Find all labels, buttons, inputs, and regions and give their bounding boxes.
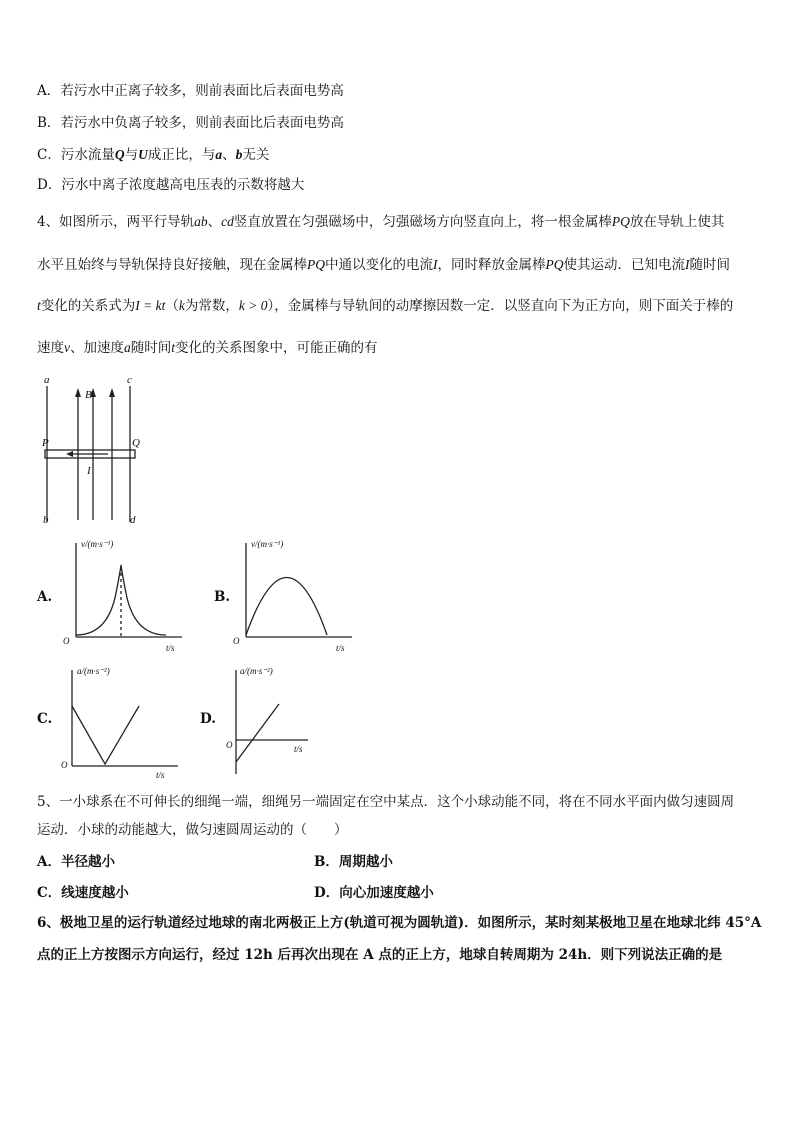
label-B: B	[85, 389, 92, 401]
q5-stem-line1: 5、一小球系在不可伸长的细绳一端，细绳另一端固定在空中某点．这个小球动能不同，将在不同水平面内做匀速圆周	[37, 794, 735, 810]
q5-stem-line2: 运动．小球的动能越大，做匀速圆周运动的（ ）	[37, 822, 348, 838]
q4-option-c-label: C.	[37, 711, 53, 727]
q4-var-pq: PQ	[611, 214, 630, 229]
x-axis-label: t/s	[336, 643, 345, 653]
q5-option-c: C．线速度越小	[37, 885, 129, 901]
q4-option-d-label: D.	[200, 711, 216, 727]
q4-text: 、加速度	[70, 340, 124, 356]
q4-text: 中通以变化的电流	[325, 257, 433, 273]
q3-var-a: a	[215, 147, 223, 162]
y-axis-label: a/(m·s⁻²)	[77, 666, 110, 676]
q4-stem-line2	[37, 256, 730, 274]
x-axis-label: t/s	[156, 770, 165, 780]
q4-graph-b	[230, 535, 360, 655]
label-I: I	[87, 465, 91, 477]
label-P: P	[42, 437, 49, 449]
q4-var-v: v	[64, 340, 70, 355]
velocity-curve	[246, 578, 327, 636]
q4-text: 使其运动．已知电流	[563, 257, 685, 273]
q6-stem-line2: 点的正上方按图示方向运行，经过 12h 后再次出现在 A 点的正上方，地球自转周期为 24h．则下列说法正确的是	[37, 947, 723, 963]
label-Q: Q	[132, 437, 140, 449]
q3-var-u: U	[138, 147, 148, 162]
x-axis-label: t/s	[294, 744, 303, 754]
q4-var-ab: ab	[194, 214, 208, 229]
label-b: b	[43, 514, 49, 526]
q4-var-t: t	[171, 340, 176, 355]
q4-text: 4、如图所示，两平行导轨	[37, 214, 195, 230]
origin-label: O	[63, 636, 70, 646]
q4-text: （	[165, 298, 179, 314]
q4-text: 、	[207, 214, 222, 230]
q4-text: 速度	[37, 340, 64, 356]
q4-var-i: I	[433, 257, 438, 272]
q4-option-b-label: B.	[214, 589, 231, 605]
q6-stem-line1: 6、极地卫星的运行轨道经过地球的南北两极正上方(轨道可视为圆轨道)．如图所示，某时刻某极地卫星在地球北纬 45°A	[37, 915, 762, 931]
q3-option-d: D．污水中离子浓度越高电压表的示数将越大	[37, 177, 305, 193]
y-axis-label: v/(m·s⁻¹)	[251, 539, 284, 549]
q3-option-c-text: 成正比，与	[147, 147, 216, 163]
y-axis-label: v/(m·s⁻¹)	[81, 539, 114, 549]
q4-stem-line1	[37, 213, 724, 231]
q3-option-a: A．若污水中正离子较多，则前表面比后表面电势高	[37, 83, 344, 99]
q5-option-a: A．半径越小	[37, 854, 115, 870]
q4-text: 放在导轨上使其	[629, 214, 725, 230]
q4-stem-line3	[37, 297, 733, 315]
q4-var-t: t	[37, 298, 41, 313]
y-axis-label: a/(m·s⁻²)	[240, 666, 273, 676]
q3-option-c-text: 、	[222, 147, 236, 163]
q4-condition: k > 0	[238, 298, 268, 313]
q3-option-b: B．若污水中负离子较多，则前表面比后表面电势高	[37, 115, 344, 131]
q4-graph-c	[56, 662, 186, 782]
q4-graph-a	[60, 535, 190, 655]
q3-option-c-text: C．污水流量	[37, 147, 115, 163]
origin-label: O	[226, 740, 233, 750]
q4-var-cd: cd	[221, 214, 234, 229]
q4-var-i: I	[685, 257, 690, 272]
q3-option-c	[37, 146, 269, 164]
q4-var-a: a	[124, 340, 131, 355]
q4-text: ，同时释放金属棒	[437, 257, 546, 273]
label-d: d	[130, 514, 136, 526]
q4-text: ），金属棒与导轨间的动摩擦因数一定．以竖直向下为正方向，则下面关于棒的	[267, 298, 734, 314]
q4-text: 竖直放置在匀强磁场中，匀强磁场方向竖直向上，将一根金属棒	[233, 214, 612, 230]
label-a: a	[44, 374, 50, 386]
q4-stem-line4	[37, 339, 378, 357]
label-c: c	[127, 374, 132, 386]
q4-text: 随时间	[689, 257, 730, 273]
origin-label: O	[233, 636, 240, 646]
q4-var-pq: PQ	[307, 257, 325, 272]
acceleration-graph	[72, 706, 139, 764]
q4-text: 变化的关系图象中，可能正确的有	[175, 340, 378, 356]
q4-rail-figure	[30, 370, 150, 530]
q3-option-c-text: 与	[124, 147, 139, 163]
q5-option-d: D．向心加速度越小	[314, 885, 434, 901]
q4-text: 水平且始终与导轨保持良好接触，现在金属棒	[37, 257, 307, 273]
q4-formula: I = kt	[135, 298, 166, 313]
q4-var-pq: PQ	[545, 257, 564, 272]
q3-option-c-text: 无关	[242, 147, 270, 163]
acceleration-graph	[236, 704, 279, 762]
q5-option-b: B．周期越小	[314, 854, 393, 870]
q4-text: 为常数，	[184, 298, 239, 314]
origin-label: O	[61, 760, 68, 770]
q3-var-b: b	[235, 147, 243, 162]
q4-var-k: k	[178, 298, 185, 313]
x-axis-label: t/s	[166, 643, 175, 653]
q4-graph-d	[222, 662, 322, 782]
q4-text: 随时间	[130, 340, 172, 356]
q4-text: 变化的关系式为	[40, 298, 136, 314]
q3-var-q: Q	[114, 147, 125, 162]
q4-option-a-label: A.	[37, 589, 53, 605]
